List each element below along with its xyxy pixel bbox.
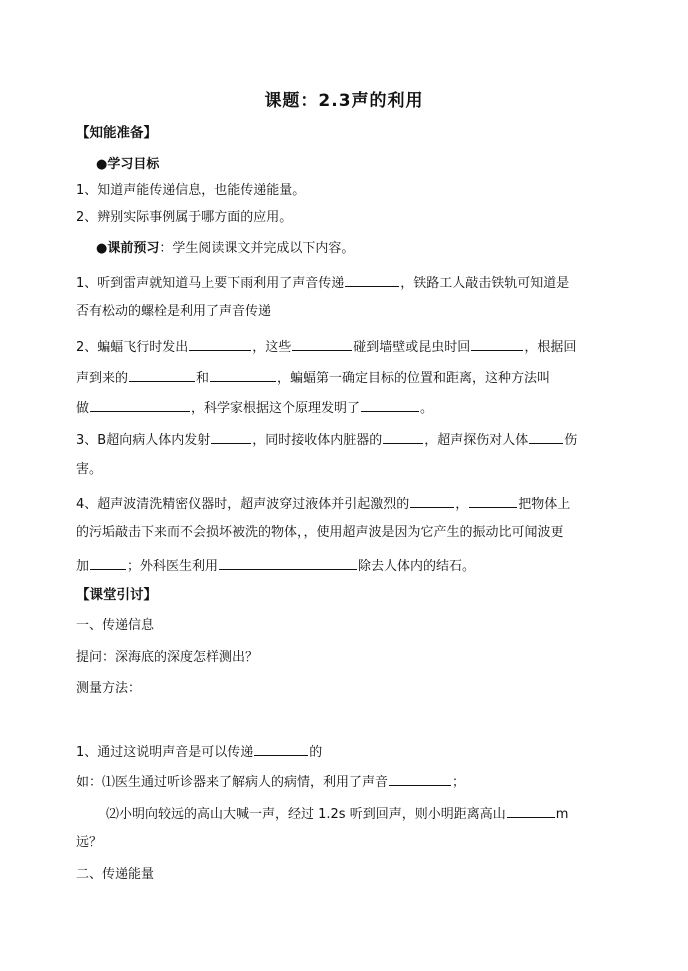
preview-heading: ●课前预习 xyxy=(96,241,160,256)
answer-blank xyxy=(254,742,308,756)
goals-heading: ●学习目标 xyxy=(96,157,160,172)
part-1-heading: 一、传递信息 xyxy=(76,618,155,633)
text: ⑵小明向较远的高山大喊一声，经过 1.2s 听到回声，则小明距离高山 xyxy=(106,807,506,822)
text: 把物体上 xyxy=(518,497,571,512)
text: ； xyxy=(452,775,466,790)
text: 4、超声波清洗精密仪器时，超声波穿过液体并引起激烈的 xyxy=(76,497,410,512)
answer-blank xyxy=(529,430,563,444)
question-3-line-2: 害。 xyxy=(76,462,103,477)
question-4-line-2: 的污垢敲击下来而不会损坏被洗的物体，，使用超声波是因为它产生的振动比可闻波更 xyxy=(76,525,564,540)
answer-blank xyxy=(471,337,523,351)
answer-blank xyxy=(210,368,276,382)
section-heading-prep: 【知能准备】 xyxy=(76,125,157,141)
answer-blank xyxy=(507,804,555,818)
page-title: 课题：2.3声的利用 xyxy=(264,91,424,111)
class-item-3 xyxy=(106,804,568,824)
answer-blank xyxy=(292,337,352,351)
preview-line xyxy=(96,240,354,258)
answer-blank xyxy=(410,494,454,508)
text: ，科学家根据这个原理发明了 xyxy=(191,401,361,416)
section-heading-class: 【课堂引讨】 xyxy=(76,587,157,603)
question-1-line-1 xyxy=(76,273,569,293)
text: 1、听到雷声就知道马上要下雨利用了声音传递 xyxy=(76,276,345,291)
method-label: 测量方法： xyxy=(76,681,142,696)
answer-blank xyxy=(211,430,251,444)
question-2-line-3 xyxy=(76,398,433,418)
answer-blank xyxy=(389,772,451,786)
part-2-heading: 二、传递能量 xyxy=(76,867,155,882)
answer-blank xyxy=(469,494,517,508)
text: ；外科医生利用 xyxy=(127,559,219,574)
text: 的 xyxy=(309,745,323,760)
text: 伤 xyxy=(564,433,578,448)
question-3-line-1 xyxy=(76,430,577,450)
answer-blank xyxy=(129,368,195,382)
text: 碰到墙壁或昆虫时回 xyxy=(353,340,471,355)
answer-blank xyxy=(189,337,251,351)
text: ，这些 xyxy=(252,340,292,355)
text: ，根据回 xyxy=(524,340,577,355)
goal-item-1: 1、知道声能传递信息，也能传递能量。 xyxy=(76,183,306,198)
text: 做 xyxy=(76,401,90,416)
text: ，超声探伤对人体 xyxy=(424,433,529,448)
answer-blank xyxy=(361,398,419,412)
answer-blank xyxy=(383,430,423,444)
class-item-2 xyxy=(76,772,465,792)
text: 1、通过这说明声音是可以传递 xyxy=(76,745,254,760)
text: ，蝙蝠第一确定目标的位置和距离，这种方法叫 xyxy=(277,371,551,386)
text: 除去人体内的结石。 xyxy=(358,559,476,574)
text: 和 xyxy=(196,371,210,386)
answer-blank xyxy=(90,398,190,412)
text: 如：⑴医生通过听诊器来了解病人的病情，利用了声音 xyxy=(76,775,389,790)
text: ， xyxy=(455,497,469,512)
text: 2、蝙蝠飞行时发出 xyxy=(76,340,189,355)
answer-blank xyxy=(345,273,399,287)
question-1-line-2: 否有松动的螺栓是利用了声音传递 xyxy=(76,304,272,319)
answer-blank xyxy=(219,556,357,570)
question-4-line-1 xyxy=(76,494,570,514)
text: ，同时接收体内脏器的 xyxy=(252,433,383,448)
text: 声到来的 xyxy=(76,371,129,386)
question-2-line-1 xyxy=(76,337,576,357)
class-item-3-cont: 远？ xyxy=(76,835,103,850)
goal-item-2: 2、辨别实际事例属于哪方面的应用。 xyxy=(76,210,293,225)
class-item-1 xyxy=(76,742,322,762)
text: 3、B超向病人体内发射 xyxy=(76,433,211,448)
text: 。 xyxy=(420,401,434,416)
question-2-line-2 xyxy=(76,368,550,388)
answer-blank xyxy=(90,556,126,570)
text: ，铁路工人敲击铁轨可知道是 xyxy=(400,276,570,291)
preview-text: ：学生阅读课文并完成以下内容。 xyxy=(159,241,355,256)
text: m xyxy=(555,807,569,822)
text: 加 xyxy=(76,559,90,574)
question-text: 提问：深海底的深度怎样测出？ xyxy=(76,650,259,665)
question-4-line-3 xyxy=(76,556,475,576)
